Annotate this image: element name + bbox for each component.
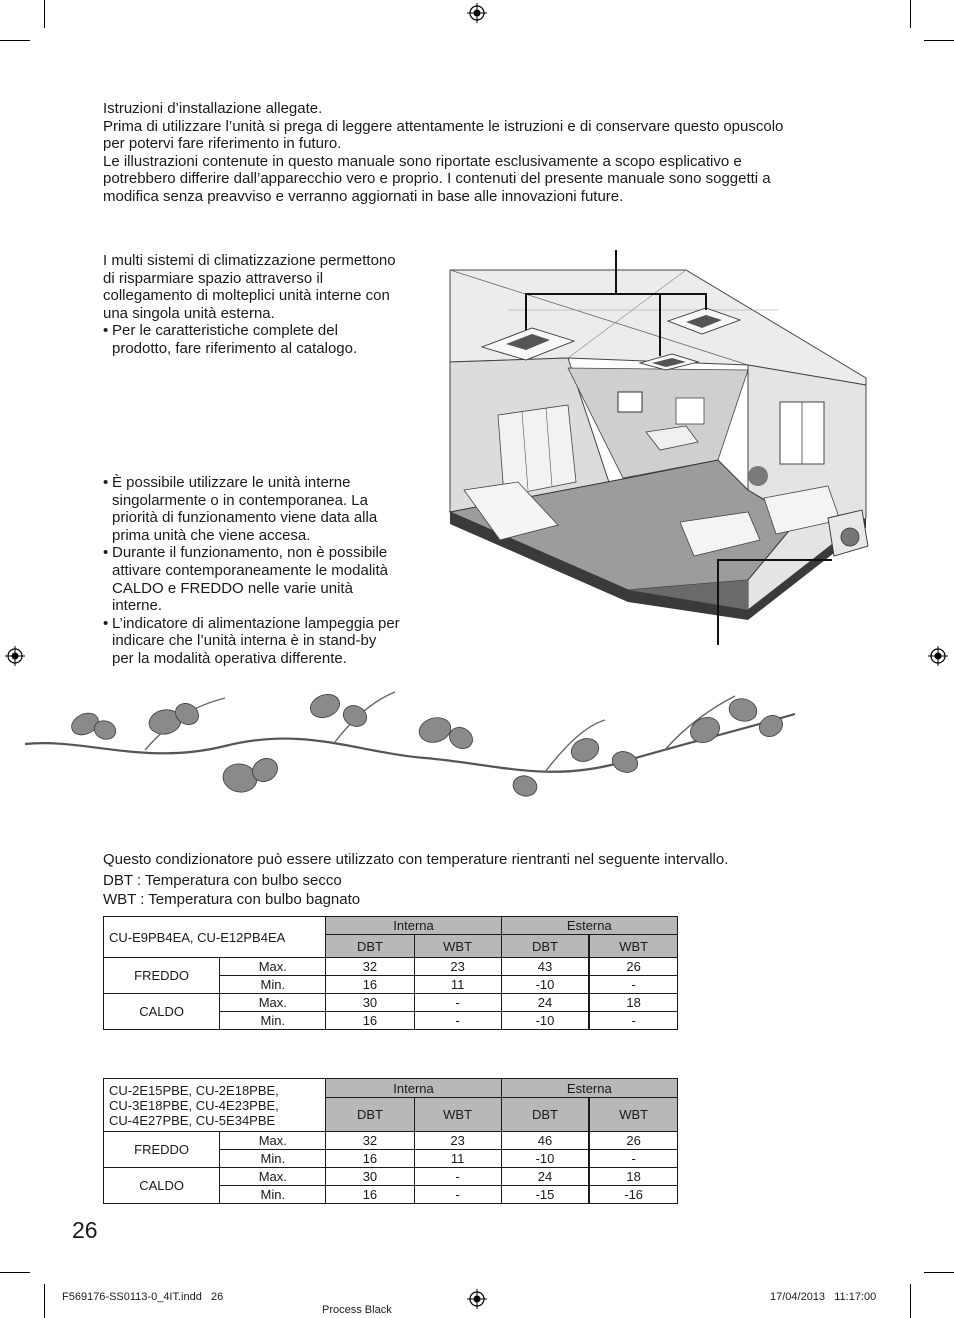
bullet-marker: • [103,544,109,562]
model-line: CU-2E15PBE, CU-2E18PBE, [109,1082,279,1098]
value-cell: 43 [501,958,589,976]
value-cell: 16 [326,976,414,994]
crop-mark [44,1284,45,1318]
header-interna: Interna [326,1079,501,1098]
bullet-line: per la modalità operativa differente. [112,649,347,667]
value-cell: - [414,994,501,1012]
limit-max: Max. [220,1132,326,1150]
value-cell: 24 [501,994,589,1012]
footer-date: 17/04/2013 11:17:00 [770,1291,877,1303]
value-cell: 24 [501,1168,589,1186]
value-cell: -10 [501,976,589,994]
model-cell [104,1079,326,1132]
footer-file-name: F569176-SS0113-0_4IT.indd 26 [62,1291,224,1303]
intro-line: Prima di utilizzare l’unità si prega di leggere attentamente le istruzioni e di conservare questo opuscolo [103,117,784,135]
limit-min: Min. [220,976,326,994]
header-wbt: WBT [414,935,501,958]
limit-min: Min. [220,1012,326,1030]
crop-mark [0,40,30,41]
value-cell: -15 [501,1186,589,1204]
value-cell: - [414,1186,501,1204]
value-cell: -10 [501,1012,589,1030]
value-cell: 26 [589,958,677,976]
crop-mark [910,1284,911,1318]
header-interna: Interna [326,917,501,935]
bullet-item [103,615,438,668]
limit-max: Max. [220,958,326,976]
registration-mark-icon [467,3,487,23]
registration-mark-icon [928,646,948,666]
value-cell: 23 [414,958,501,976]
decorative-leaf-branch [25,686,795,814]
operating-range-table-2 [103,1078,678,1204]
header-dbt: DBT [501,1098,589,1132]
bullet-line: singolarmente o in contemporanea. La [112,491,368,509]
header-wbt: WBT [589,1098,677,1132]
footer-plate-name: Process Black [322,1304,392,1316]
crop-mark [910,0,911,28]
crop-mark [0,1272,30,1273]
mode-caldo: CALDO [104,1168,220,1204]
dbt-definition: DBT : Temperatura con bulbo secco [103,872,342,889]
value-cell: 18 [589,994,677,1012]
bullet-line: prima unità che viene accesa. [112,526,311,544]
model-line: CU-3E18PBE, CU-4E23PBE, [109,1097,279,1113]
bullet-line: attivare contemporaneamente le modalità [112,561,388,579]
value-cell: -16 [589,1186,677,1204]
value-cell: 18 [589,1168,677,1186]
bullet-line: priorità di funzionamento viene data alla [112,509,378,527]
bullet-marker: • [103,614,109,632]
bullet-line: È possibile utilizzare le unità interne [112,474,351,491]
bullet-line: indicare che l’unità interna è in stand-by [112,632,377,650]
value-cell: 46 [501,1132,589,1150]
limit-min: Min. [220,1186,326,1204]
value-cell: 23 [414,1132,501,1150]
header-dbt: DBT [326,935,414,958]
bullet-line: CALDO e FREDDO nelle varie unità [112,579,353,597]
wbt-definition: WBT : Temperatura con bulbo bagnato [103,891,361,908]
header-dbt: DBT [326,1098,414,1132]
multi-line: collegamento di molteplici unità interne con [103,287,390,305]
crop-mark [924,40,954,41]
catalog-bullet [103,322,433,357]
value-cell: 30 [326,994,414,1012]
multi-line: una singola unità esterna. [103,304,275,322]
limit-max: Max. [220,994,326,1012]
bullet-item [103,474,438,544]
bullet-item [103,544,438,614]
header-dbt: DBT [501,935,589,958]
bullet-marker: • [103,322,109,340]
range-intro: Questo condizionatore può essere utilizzato con temperature rientranti nel seguente intervallo. [103,851,729,868]
header-wbt: WBT [414,1098,501,1132]
multi-line: di risparmiare spazio attraverso il [103,269,324,287]
value-cell: 26 [589,1132,677,1150]
header-wbt: WBT [589,935,677,958]
header-esterna: Esterna [501,917,677,935]
intro-line: Istruzioni d’installazione allegate. [103,100,323,117]
mode-caldo: CALDO [104,994,220,1030]
value-cell: - [414,1012,501,1030]
model-line: CU-4E27PBE, CU-5E34PBE [109,1112,276,1128]
multi-system-text [103,252,433,358]
value-cell: 11 [414,1150,501,1168]
limit-max: Max. [220,1168,326,1186]
value-cell: -10 [501,1150,589,1168]
value-cell: 16 [326,1150,414,1168]
intro-line: per potervi fare riferimento in futuro. [103,135,342,153]
bullet-line: Durante il funzionamento, non è possibile [112,544,388,562]
crop-mark [924,1272,954,1273]
operating-range-table-1 [103,916,678,1030]
value-cell: 30 [326,1168,414,1186]
multi-system-room-illustration [448,250,872,645]
intro-text [103,100,873,206]
multi-line: I multi sistemi di climatizzazione permettono [103,252,396,269]
bullet-line: prodotto, fare riferimento al catalogo. [112,339,358,357]
limit-min: Min. [220,1150,326,1168]
value-cell: - [589,976,677,994]
value-cell: 32 [326,1132,414,1150]
bullet-line: interne. [112,597,163,615]
intro-line: modifica senza preavviso e verranno aggiornati in base alle innovazioni future. [103,187,624,205]
operation-bullets [103,474,438,668]
value-cell: - [414,1168,501,1186]
registration-mark-icon [467,1289,487,1309]
intro-line: potrebbero differire dall’apparecchio vero e proprio. I contenuti del presente manuale sono soggetti a [103,170,771,188]
value-cell: - [589,1150,677,1168]
value-cell: 11 [414,976,501,994]
value-cell: 16 [326,1012,414,1030]
bullet-line: L’indicatore di alimentazione lampeggia per [112,614,400,632]
crop-mark [44,0,45,28]
registration-mark-icon [5,646,25,666]
operating-range-text [103,850,863,909]
header-esterna: Esterna [501,1079,677,1098]
value-cell: 32 [326,958,414,976]
value-cell: - [589,1012,677,1030]
value-cell: 16 [326,1186,414,1204]
mode-freddo: FREDDO [104,958,220,994]
bullet-line: Per le caratteristiche complete del [112,322,338,340]
mode-freddo: FREDDO [104,1132,220,1168]
intro-line: Le illustrazioni contenute in questo manuale sono riportate esclusivamente a scopo esplicativo e [103,152,742,170]
page-number: 26 [72,1217,98,1243]
bullet-marker: • [103,474,109,491]
model-cell: CU-E9PB4EA, CU-E12PB4EA [104,917,326,958]
